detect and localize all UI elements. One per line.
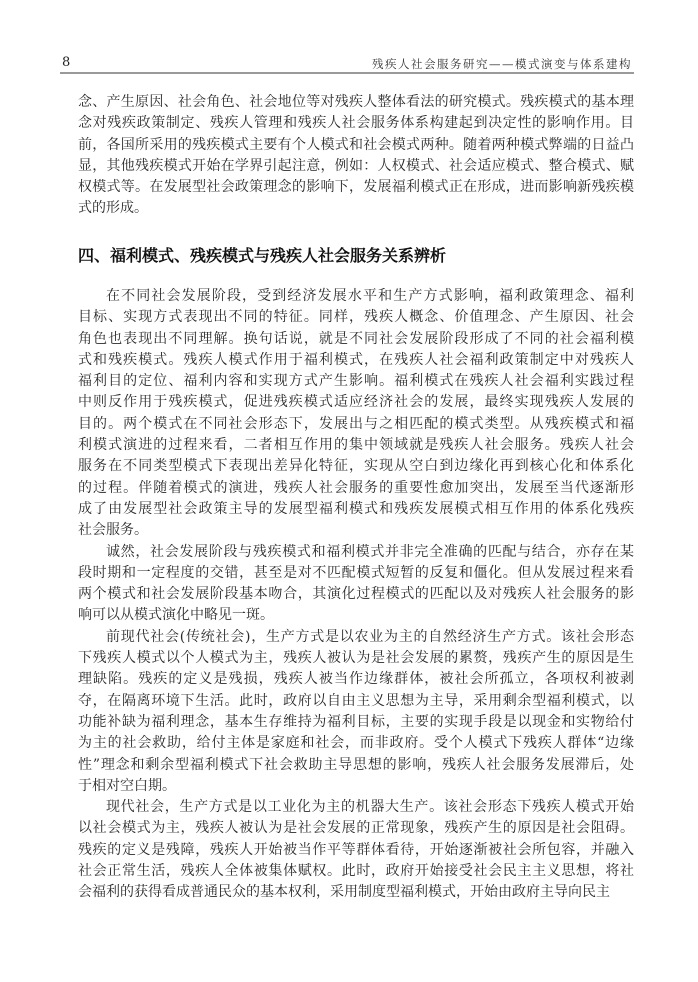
text-line: 前，各国所采用的残疾模式主要有个人模式和社会模式两种。随着两种模式弊端的日益凸 bbox=[78, 136, 634, 153]
text-line: 现代社会，生产方式是以工业化为主的机器大生产。该社会形态下残疾人模式开始 bbox=[106, 799, 634, 816]
paragraph bbox=[78, 286, 634, 542]
text-line: 念对残疾政策制定、残疾人管理和残疾人社会服务体系构建起到决定性的影响作用。目 bbox=[78, 115, 634, 132]
text-line: 功能补缺为福利理念，基本生存维持为福利目标，主要的实现手段是以现金和实物给付 bbox=[78, 713, 634, 730]
running-title: 残疾人社会服务研究——模式演变与体系建构 bbox=[372, 57, 632, 71]
text-line: 利模式演进的过程来看，二者相互作用的集中领域就是残疾人社会服务。残疾人社会 bbox=[78, 437, 634, 454]
text-line: 角色也表现出不同理解。换句话说，就是不同社会发展阶段形成了不同的社会福利模 bbox=[78, 330, 634, 347]
text-line: 中则反作用于残疾模式，促进残疾模式适应经济社会的发展，最终实现残疾人发展的 bbox=[78, 394, 634, 411]
text-line: 残疾的定义是残障，残疾人开始被当作平等群体看待，开始逐渐被社会所包容，并融入 bbox=[78, 841, 634, 858]
text-line: 目标、实现方式表现出不同的特征。同样，残疾人概念、价值理念、产生原因、社会 bbox=[78, 309, 634, 326]
text-line: 服务在不同类型模式下表现出差异化特征，实现从空白到边缘化再到核心化和体系化 bbox=[78, 458, 634, 475]
paragraph bbox=[78, 542, 634, 627]
text-line: 社会正常生活，残疾人全体被集体赋权。此时，政府开始接受社会民主主义思想，将社 bbox=[78, 863, 634, 880]
text-line: 段时期和一定程度的交错，甚至是对不匹配模式短暂的反复和僵化。但从发展过程来看 bbox=[78, 564, 634, 581]
text-line: 福利目的定位、福利内容和实现方式产生影响。福利模式在残疾人社会福利实践过程 bbox=[78, 373, 634, 390]
text-line: 式和残疾模式。残疾人模式作用于福利模式，在残疾人社会福利政策制定中对残疾人 bbox=[78, 351, 634, 368]
text-line: 成了由发展型社会政策主导的发展型福利模式和残疾发展模式相互作用的体系化残疾 bbox=[78, 500, 634, 517]
page-number: 8 bbox=[62, 55, 71, 70]
paragraph bbox=[78, 92, 634, 220]
text-line: 下残疾人模式以个人模式为主，残疾人被认为是社会发展的累赘，残疾产生的原因是生 bbox=[78, 650, 634, 667]
text-line: 夺，在隔离环境下生活。此时，政府以自由主义思想为主导，采用剩余型福利模式，以 bbox=[78, 692, 634, 709]
paragraph bbox=[78, 797, 634, 903]
text-line: 会福利的获得看成普通民众的基本权利，采用制度型福利模式，开始由政府主导向民主 bbox=[78, 884, 610, 901]
text-line: 权模式等。在发展型社会政策理念的影响下，发展福利模式正在形成，进而影响新残疾模 bbox=[78, 179, 634, 196]
text-line: 于相对空白期。 bbox=[78, 777, 176, 794]
header-rule bbox=[60, 72, 634, 74]
text-line: 显，其他残疾模式开始在学界引起注意，例如：人权模式、社会适应模式、整合模式、赋 bbox=[78, 157, 634, 174]
text-line: 以社会模式为主，残疾人被认为是社会发展的正常现象，残疾产生的原因是社会阻碍。 bbox=[78, 820, 634, 837]
text-line: 式的形成。 bbox=[78, 200, 148, 217]
text-line: 目的。两个模式在不同社会形态下，发展出与之相匹配的模式类型。从残疾模式和福 bbox=[78, 415, 634, 432]
text-line: 响可以从模式演化中略见一斑。 bbox=[78, 607, 274, 624]
text-block-section bbox=[78, 286, 634, 904]
text-line: 前现代社会(传统社会)，生产方式是以农业为主的自然经济生产方式。该社会形态 bbox=[106, 628, 634, 645]
text-block-intro bbox=[78, 92, 634, 220]
text-line: 理缺陷。残疾的定义是残损，残疾人被当作边缘群体，被社会所孤立，各项权利被剥 bbox=[78, 671, 634, 688]
text-line: 的过程。伴随着模式的演进，残疾人社会服务的重要性愈加突出，发展至当代逐渐形 bbox=[78, 479, 634, 496]
text-line: 为主的社会救助，给付主体是家庭和社会，而非政府。受个人模式下残疾人群体“边缘 bbox=[78, 735, 634, 752]
text-line: 在不同社会发展阶段，受到经济发展水平和生产方式影响，福利政策理念、福利 bbox=[106, 288, 634, 304]
text-line: 两个模式和社会发展阶段基本吻合，其演化过程模式的匹配以及对残疾人社会服务的影 bbox=[78, 586, 634, 603]
text-line: 社会服务。 bbox=[78, 522, 148, 539]
paragraph bbox=[78, 627, 634, 797]
text-line: 性”理念和剩余型福利模式下社会救助主导思想的影响，残疾人社会服务发展滞后，处 bbox=[78, 756, 634, 773]
text-line: 念、产生原因、社会角色、社会地位等对残疾人整体看法的研究模式。残疾模式的基本理 bbox=[78, 94, 634, 110]
text-line: 诚然，社会发展阶段与残疾模式和福利模式并非完全准确的匹配与结合，亦存在某 bbox=[106, 543, 634, 560]
section-heading: 四、福利模式、残疾模式与残疾人社会服务关系辨析 bbox=[78, 246, 447, 265]
